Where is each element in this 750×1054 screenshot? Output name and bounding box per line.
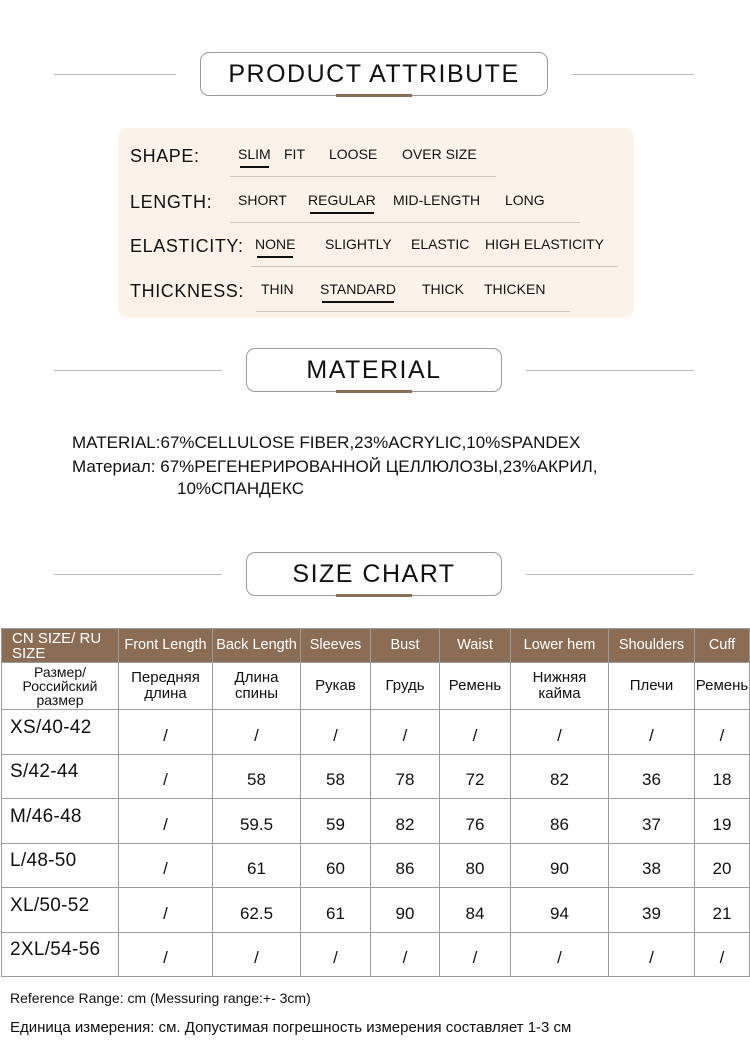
size-chart-title: SIZE CHART: [292, 559, 456, 588]
measurement-cell: /: [609, 710, 695, 755]
measurement-cell: 82: [371, 799, 440, 844]
attribute-underline: [230, 222, 580, 223]
material-ru-value-1: 67%РЕГЕНЕРИРОВАННОЙ ЦЕЛЛЮЛОЗЫ,23%АКРИЛ,: [160, 457, 598, 476]
size-label-cell: XL/50-52: [2, 888, 119, 933]
attribute-underline: [256, 311, 570, 312]
attribute-label: THICKNESS:: [130, 281, 245, 301]
reference-range-text: Reference Range: cm (Messuring range:+- 3cm): [10, 990, 311, 1006]
measurement-cell: 78: [371, 754, 440, 799]
divider-left: [54, 370, 222, 371]
divider-left: [54, 74, 176, 75]
measurement-cell: 62.5: [213, 888, 301, 933]
attribute-option-selected: STANDARD: [320, 281, 396, 297]
table-header-cell: Sleeves: [301, 629, 371, 663]
size-label-cell: S/42-44: [2, 754, 119, 799]
size-label-cell: M/46-48: [2, 799, 119, 844]
measurement-cell: /: [695, 710, 750, 755]
measurement-cell: 90: [371, 888, 440, 933]
table-header-ru-cell: Плечи: [609, 663, 695, 710]
table-header-cell: Bust: [371, 629, 440, 663]
measurement-cell: 94: [511, 888, 609, 933]
attribute-row: [118, 142, 634, 172]
attribute-option-selected: REGULAR: [308, 192, 376, 208]
material-ru-line-2: [72, 478, 712, 500]
material-title-box: [246, 348, 502, 392]
measurement-cell: /: [301, 932, 371, 977]
table-header-en: [2, 629, 750, 663]
table-header-cell: Back Length: [213, 629, 301, 663]
size-chart-table: [1, 628, 750, 977]
attribute-option: ELASTIC: [411, 236, 470, 252]
table-header-ru-cell: Грудь: [371, 663, 440, 710]
size-chart-title-box: [246, 552, 502, 596]
attribute-panel: [118, 128, 634, 318]
attribute-row: [118, 232, 634, 262]
attribute-label: ELASTICITY:: [130, 236, 244, 256]
measurement-cell: /: [213, 710, 301, 755]
attribute-option: LOOSE: [329, 146, 378, 162]
measurement-cell: /: [301, 710, 371, 755]
divider-right: [526, 574, 694, 575]
reference-range-ru-text: Единица измерения: см. Допустимая погрешность измерения составляет 1-3 см: [10, 1019, 572, 1036]
size-label-cell: XS/40-42: [2, 710, 119, 755]
table-header-ru-cell: Ремень: [695, 663, 750, 710]
size-label-cell: L/48-50: [2, 843, 119, 888]
divider-left: [54, 574, 222, 575]
product-attribute-header: [0, 52, 750, 98]
measurement-cell: 76: [440, 799, 511, 844]
measurement-cell: 61: [301, 888, 371, 933]
attribute-option-selected: NONE: [255, 236, 296, 252]
material-title: MATERIAL: [306, 355, 442, 384]
material-ru-key: Материал:: [72, 457, 156, 476]
table-header-ru-cell: Длина спины: [213, 663, 301, 710]
measurement-cell: /: [371, 932, 440, 977]
divider-right: [572, 74, 694, 75]
table-header-ru: [2, 663, 750, 710]
attribute-option: THICK: [422, 281, 464, 297]
table-header-ru-cell: Рукав: [301, 663, 371, 710]
attribute-option: SLIGHTLY: [325, 236, 392, 252]
measurement-cell: /: [119, 799, 213, 844]
measurement-cell: 20: [695, 843, 750, 888]
measurement-cell: /: [511, 710, 609, 755]
title-accent-bar: [336, 94, 412, 97]
attribute-option-selected: SLIM: [238, 146, 271, 162]
attribute-option: LONG: [505, 192, 545, 208]
table-header-ru-cell: Передняя длина: [119, 663, 213, 710]
material-description: [72, 432, 712, 500]
size-chart-header: [0, 552, 750, 598]
table-row: [2, 932, 750, 977]
table-header-cell: Front Length: [119, 629, 213, 663]
measurement-cell: 82: [511, 754, 609, 799]
measurement-cell: 37: [609, 799, 695, 844]
attribute-option: OVER SIZE: [402, 146, 477, 162]
divider-right: [526, 370, 694, 371]
measurement-cell: /: [609, 932, 695, 977]
material-en-value: 67%CELLULOSE FIBER,23%ACRYLIC,10%SPANDEX: [160, 433, 581, 452]
measurement-cell: 84: [440, 888, 511, 933]
table-header-cell: Cuff: [695, 629, 750, 663]
measurement-cell: /: [119, 754, 213, 799]
product-attribute-title-box: [200, 52, 548, 96]
material-en-key: MATERIAL:: [72, 433, 161, 452]
table-header-cell: Waist: [440, 629, 511, 663]
measurement-cell: 80: [440, 843, 511, 888]
size-label-cell: 2XL/54-56: [2, 932, 119, 977]
table-row: [2, 710, 750, 755]
measurement-cell: 72: [440, 754, 511, 799]
material-ru-value-2: 10%СПАНДЕКС: [177, 479, 304, 498]
measurement-cell: 39: [609, 888, 695, 933]
title-accent-bar: [336, 390, 412, 393]
attribute-option: FIT: [284, 146, 305, 162]
attribute-row: [118, 188, 634, 218]
measurement-cell: 58: [213, 754, 301, 799]
material-header: [0, 348, 750, 394]
attribute-option: THICKEN: [484, 281, 546, 297]
measurement-cell: /: [119, 843, 213, 888]
measurement-cell: 61: [213, 843, 301, 888]
table-header-cell: Lower hem: [511, 629, 609, 663]
attribute-label: SHAPE:: [130, 146, 200, 166]
title-accent-bar: [336, 594, 412, 597]
table-header-cell: CN SIZE/ RU SIZE: [2, 629, 119, 663]
material-en-line: [72, 432, 712, 454]
measurement-cell: 86: [371, 843, 440, 888]
measurement-cell: /: [371, 710, 440, 755]
table-row: [2, 888, 750, 933]
measurement-cell: /: [440, 710, 511, 755]
attribute-option: MID-LENGTH: [393, 192, 481, 208]
measurement-cell: 38: [609, 843, 695, 888]
table-header-ru-cell: Ремень: [440, 663, 511, 710]
measurement-cell: 36: [609, 754, 695, 799]
attribute-row: [118, 277, 634, 307]
measurement-cell: 90: [511, 843, 609, 888]
measurement-cell: 59.5: [213, 799, 301, 844]
measurement-cell: /: [511, 932, 609, 977]
table-row: [2, 843, 750, 888]
table-header-ru-cell: Нижняя кайма: [511, 663, 609, 710]
measurement-cell: /: [695, 932, 750, 977]
measurement-cell: 60: [301, 843, 371, 888]
attribute-underline: [251, 266, 618, 267]
product-attribute-title: PRODUCT ATTRIBUTE: [228, 59, 520, 88]
measurement-cell: 86: [511, 799, 609, 844]
measurement-cell: 59: [301, 799, 371, 844]
attribute-option: SHORT: [238, 192, 287, 208]
attribute-underline: [230, 176, 496, 177]
table-header-ru-cell: Размер/ Российский размер: [2, 663, 119, 710]
measurement-cell: /: [119, 932, 213, 977]
measurement-cell: /: [440, 932, 511, 977]
attribute-option: THIN: [261, 281, 294, 297]
measurement-cell: 21: [695, 888, 750, 933]
measurement-cell: 58: [301, 754, 371, 799]
measurement-cell: /: [119, 710, 213, 755]
measurement-cell: 19: [695, 799, 750, 844]
material-ru-line: [72, 456, 712, 478]
table-header-cell: Shoulders: [609, 629, 695, 663]
footer-notes: [10, 990, 740, 1036]
attribute-label: LENGTH:: [130, 192, 213, 212]
attribute-option: HIGH ELASTICITY: [485, 236, 605, 252]
measurement-cell: /: [213, 932, 301, 977]
measurement-cell: /: [119, 888, 213, 933]
table-row: [2, 799, 750, 844]
table-row: [2, 754, 750, 799]
measurement-cell: 18: [695, 754, 750, 799]
